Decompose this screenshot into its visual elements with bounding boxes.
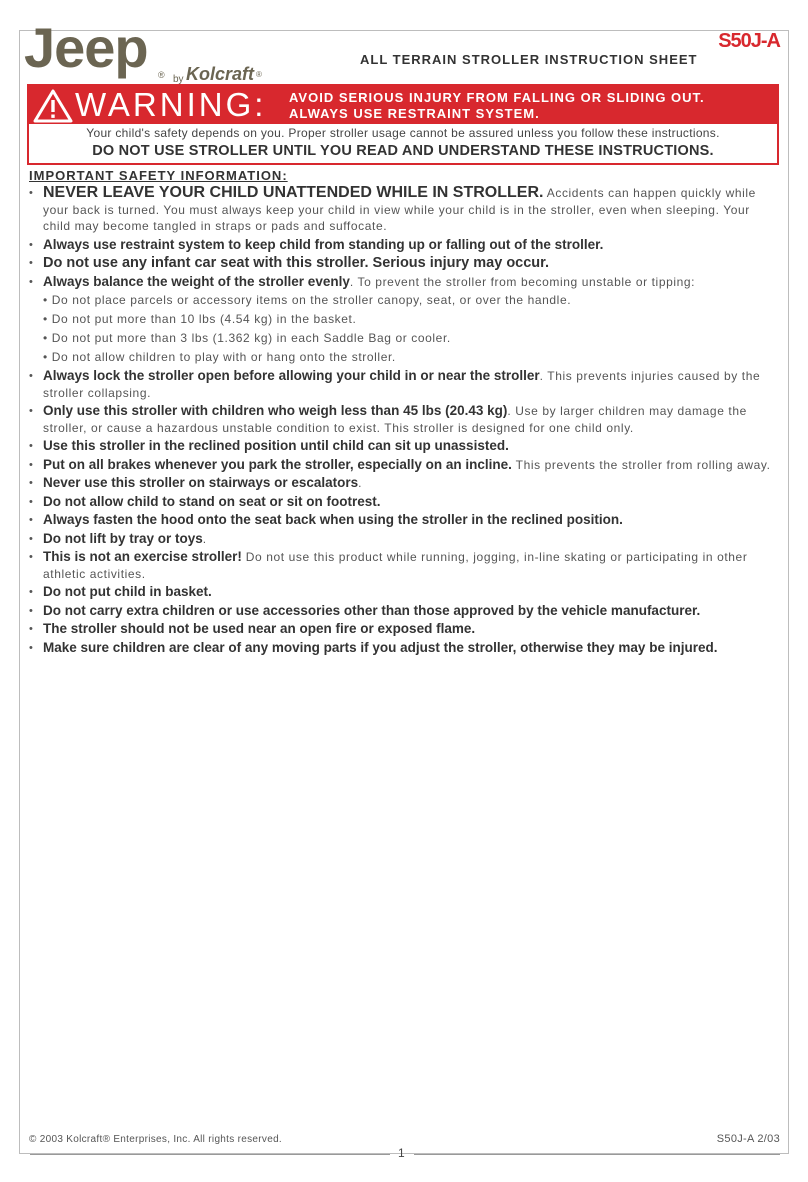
kolcraft-registered-mark: ®: [256, 70, 262, 79]
list-item: • Use this stroller in the reclined position until child can sit up unassisted.: [29, 438, 509, 453]
list-item: • Do not allow child to stand on seat or sit on footrest.: [29, 493, 381, 509]
warning-band: [29, 86, 777, 124]
warning-box: [27, 84, 779, 165]
sub-list-item: • Do not place parcels or accessory items on the stroller canopy, seat, or over the handle.: [43, 293, 572, 307]
copyright-text: © 2003 Kolcraft® Enterprises, Inc. All rights reserved.: [29, 1134, 283, 1145]
bullet-icon: •: [29, 257, 33, 269]
child-safety-text: Your child's safety depends on you. Proper stroller usage cannot be assured unless you follow these instructions.: [86, 126, 720, 140]
list-item: • The stroller should not be used near an open fire or exposed flame.: [29, 621, 476, 636]
bullet-icon: •: [29, 477, 33, 489]
bullet-icon: •: [29, 458, 33, 471]
bullet-icon: •: [29, 532, 33, 545]
section-heading: IMPORTANT SAFETY INFORMATION:: [29, 168, 288, 183]
bullet-icon: •: [29, 405, 33, 417]
list-item: • Always lock the stroller open before allowing your child in or near the stroller. This prevents injuries caused by the stroller collapsing.: [29, 368, 761, 400]
list-item: • Do not lift by tray or toys.: [29, 530, 207, 546]
list-item: • This is not an exercise stroller! Do not use this product while running, jogging, in-line skating or participating in other athletic activities.: [29, 549, 748, 581]
list-item: • Do not carry extra children or use accessories other than those approved by the vehicle manufacturer.: [29, 602, 701, 618]
list-item: • Only use this stroller with children who weigh less than 45 lbs (20.43 kg). Use by larger children may damage the stroller, or cause a hazardous unstable condition to exist. This stroller is designed for one child only.: [29, 403, 747, 435]
list-item: • Always balance the weight of the stroller evenly. To prevent the stroller from becoming unstable or tipping:: [29, 273, 696, 289]
bullet-icon: •: [29, 514, 33, 526]
bullet-icon: •: [29, 604, 33, 617]
list-item: • NEVER LEAVE YOUR CHILD UNATTENDED WHILE IN STROLLER. Accidents can happen quickly while your back is turned. You must always keep your child in view while your child is in the stroller, even when sleeping. Your child may become tangled in straps or pads and suffocate.: [29, 184, 756, 233]
list-item: • Never use this stroller on stairways or escalators.: [29, 475, 363, 490]
jeep-registered-mark: ®: [158, 70, 165, 80]
by-label: by: [173, 74, 184, 85]
kolcraft-logo: Kolcraft: [186, 64, 255, 84]
sub-list-item: • Do not put more than 10 lbs (4.54 kg) in the basket.: [43, 312, 357, 326]
bullet-icon: •: [29, 623, 33, 635]
bullet-icon: •: [29, 370, 33, 382]
do-not-use-text: DO NOT USE STROLLER UNTIL YOU READ AND UNDERSTAND THESE INSTRUCTIONS.: [92, 143, 714, 159]
warning-line-2: ALWAYS USE RESTRAINT SYSTEM.: [289, 106, 540, 121]
warning-line-1: AVOID SERIOUS INJURY FROM FALLING OR SLIDING OUT.: [289, 90, 705, 105]
sheet-title: ALL TERRAIN STROLLER INSTRUCTION SHEET: [360, 52, 698, 67]
sub-list-item: • Do not put more than 3 lbs (1.362 kg) in each Saddle Bag or cooler.: [43, 331, 451, 345]
list-item: • Do not put child in basket.: [29, 584, 212, 599]
bullet-icon: •: [29, 551, 33, 563]
jeep-logo: Jeep: [24, 16, 148, 79]
warning-word: WARNING:: [75, 86, 267, 123]
bullet-icon: •: [29, 275, 33, 288]
model-code: S50J-A: [718, 30, 780, 52]
footer-rule-left: [30, 1154, 390, 1155]
bullet-icon: •: [29, 641, 33, 654]
bullet-icon: •: [29, 495, 33, 508]
bullet-icon: •: [29, 238, 33, 251]
footer-rule-right: [414, 1154, 780, 1155]
bullet-icon: •: [29, 586, 33, 598]
model-date-code: S50J-A 2/03: [716, 1133, 780, 1145]
safety-list: [29, 185, 777, 658]
bullet-icon: •: [29, 187, 33, 199]
list-item: • Put on all brakes whenever you park the stroller, especially on an incline. This prevents the stroller from rolling away.: [29, 456, 771, 472]
warning-triangle-icon: [33, 89, 73, 123]
page-number: 1: [398, 1146, 405, 1160]
list-item: • Always use restraint system to keep child from standing up or falling out of the stroller.: [29, 236, 604, 252]
list-item: • Always fasten the hood onto the seat back when using the stroller in the reclined position.: [29, 512, 623, 527]
list-item: • Make sure children are clear of any moving parts if you adjust the stroller, otherwise they may be injured.: [29, 639, 718, 655]
sub-list-item: • Do not allow children to play with or hang onto the stroller.: [43, 350, 396, 364]
bullet-icon: •: [29, 440, 33, 452]
list-item: • Do not use any infant car seat with this stroller. Serious injury may occur.: [29, 255, 550, 271]
